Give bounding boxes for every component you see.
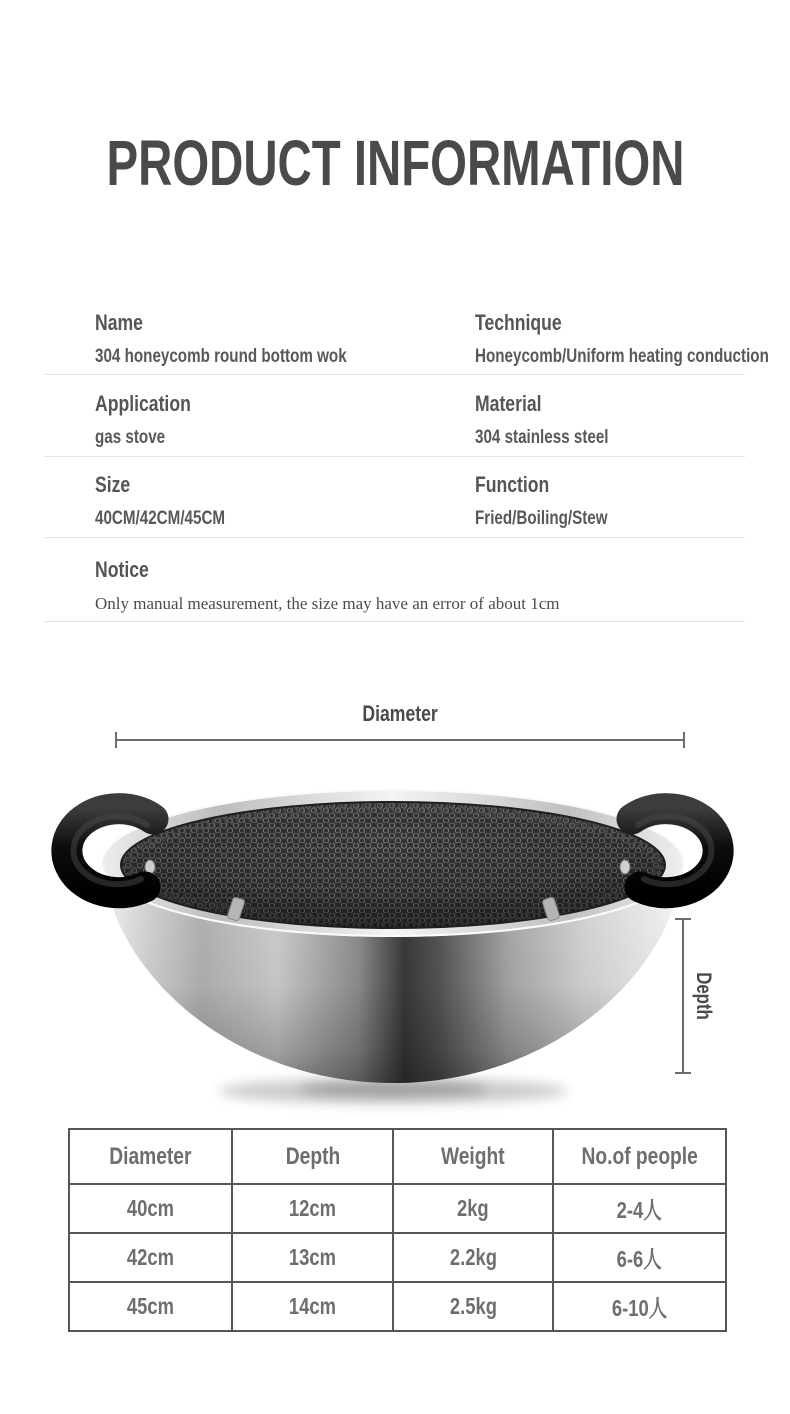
depth-measure-line <box>682 918 684 1074</box>
divider <box>45 374 745 375</box>
spec-value: gas stove <box>95 427 166 448</box>
table-row <box>69 1233 726 1282</box>
divider <box>45 456 745 457</box>
spec-value: 304 stainless steel <box>475 427 609 448</box>
page-title <box>0 126 790 200</box>
spec-label: Application <box>95 391 191 416</box>
wok-image <box>5 783 780 1118</box>
spec-label: Name <box>95 310 143 335</box>
table-cell: 42cm <box>69 1233 232 1282</box>
table-cell: 6-10人 <box>553 1282 726 1331</box>
spec-material <box>475 392 790 449</box>
spec-value: Only manual measurement, the size may have an error of about 1cm <box>95 594 560 613</box>
spec-label: Notice <box>95 557 149 582</box>
page-title-text: PRODUCT INFORMATION <box>106 127 684 199</box>
table-cell: 40cm <box>69 1184 232 1233</box>
divider <box>45 537 745 538</box>
table-cell: 13cm <box>232 1233 393 1282</box>
spec-function <box>475 473 790 530</box>
divider <box>45 621 745 622</box>
spec-notice <box>95 558 745 615</box>
header-weight: Weight <box>393 1129 553 1184</box>
spec-size <box>95 473 425 530</box>
spec-value: Honeycomb/Uniform heating conduction <box>475 346 769 367</box>
header-depth: Depth <box>232 1129 393 1184</box>
rivet-right <box>620 860 630 874</box>
diameter-measure-line <box>115 739 685 741</box>
table-cell: 45cm <box>69 1282 232 1331</box>
diameter-label: Diameter <box>362 701 438 726</box>
spec-name <box>95 311 425 368</box>
spec-label: Material <box>475 391 542 416</box>
table-cell: 2.5kg <box>393 1282 553 1331</box>
table-cell: 14cm <box>232 1282 393 1331</box>
size-table-header-row <box>69 1129 726 1184</box>
table-cell: 2kg <box>393 1184 553 1233</box>
table-cell: 2-4人 <box>553 1184 726 1233</box>
spec-label: Function <box>475 472 550 497</box>
spec-value: 304 honeycomb round bottom wok <box>95 346 347 367</box>
spec-application <box>95 392 425 449</box>
table-cell: 6-6人 <box>553 1233 726 1282</box>
table-cell: 12cm <box>232 1184 393 1233</box>
spec-value: 40CM/42CM/45CM <box>95 508 226 529</box>
header-diameter: Diameter <box>69 1129 232 1184</box>
size-table <box>68 1128 727 1332</box>
spec-technique <box>475 311 790 368</box>
depth-label: Depth <box>692 972 715 1020</box>
spec-label: Size <box>95 472 131 497</box>
table-row <box>69 1184 726 1233</box>
header-people: No.of people <box>553 1129 726 1184</box>
table-row <box>69 1282 726 1331</box>
spec-label: Technique <box>475 310 562 335</box>
table-cell: 2.2kg <box>393 1233 553 1282</box>
spec-value: Fried/Boiling/Stew <box>475 508 608 529</box>
